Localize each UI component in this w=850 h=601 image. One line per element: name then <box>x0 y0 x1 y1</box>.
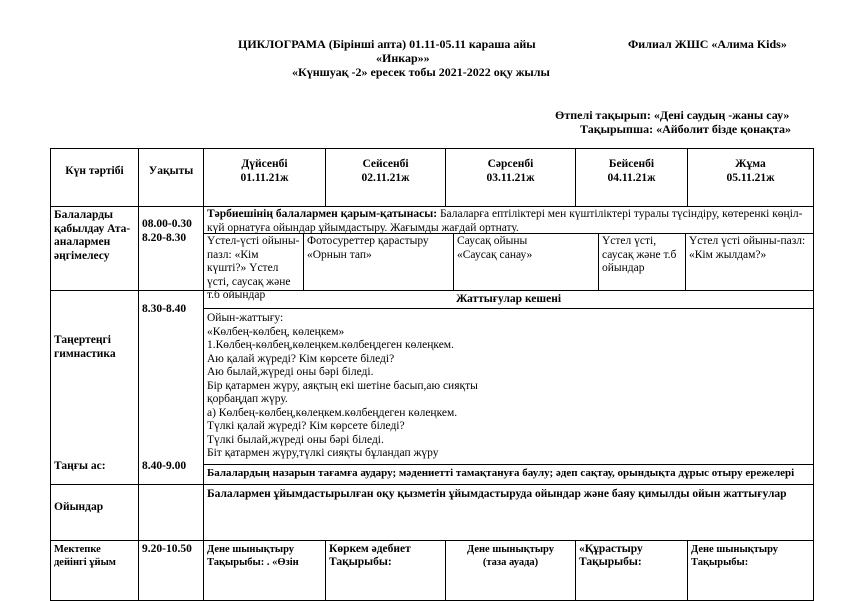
row-label-school-prep <box>50 540 138 601</box>
row-label-text: Таңертеңгі гимнастика <box>54 334 116 360</box>
column-header-routine <box>50 148 138 206</box>
row-label-text: Ойындар <box>54 501 104 513</box>
intro-label: Тәрбиешінің балалармен қарым-қатынасы: <box>207 208 438 220</box>
column-header-friday <box>687 148 814 206</box>
school-prep-text: Дене шынықтыру (таза ауада) <box>466 544 554 568</box>
game-text: Фотосуреттер қарастыру «Орнын тап» <box>307 235 429 261</box>
row-label-text: Балаларды қабылдау Ата-аналармен әңгімелесу <box>54 209 131 262</box>
game-text: Үстел үсті ойыны-пазл: «Кім жылдам?» <box>689 235 806 261</box>
reception-intro <box>203 206 814 233</box>
breakfast-text <box>203 464 814 484</box>
games-text <box>203 484 814 540</box>
row-label-gymnastics <box>50 290 138 484</box>
intro-text: Балаларға ептіліктері мен күштіліктері туралы түсіндіру, көтеренкі көңіл-күй орнатуға ойындар ұйымдастыру. Жағымды жағдай ортнату. <box>207 208 803 234</box>
day-name: Сәрсенбі <box>487 158 534 170</box>
row-time-breakfast: 8.40-9.00 <box>142 460 187 472</box>
school-prep-monday <box>203 540 325 601</box>
exercises-title <box>203 290 814 308</box>
day-date: 04.11.21ж <box>607 171 656 184</box>
gymnastics-text: Ойын-жаттығу: «Көлбең-көлбең, көлеңкем» 1.Көлбең-көлбең,көлеңкем.көлбеңдеген көлеңкем. Аю қалай жүреді? Кім көрсете біледі? Аю былай,жүреді оны бәрі біледі. Бір қатармен жүру, аяқтың екі шетіне басып,аю сияқты қорбаңдап жүру. а) Көлбең-көлбең,көлеңкем.көлбеңдеген көлеңкем. Түлкі қалай жүреді? Кім көрсете біледі? Түлкі былай,жүреді оны бәрі біледі. Біт қатармен жүру,түлкі сияқты бұландап жүру <box>207 312 478 459</box>
school-prep-wednesday <box>445 540 575 601</box>
transitional-topic: Өтпелі тақырып: «Дені саудың -жаны сау» <box>555 108 790 122</box>
row-label-games <box>50 484 138 540</box>
row-time-school-prep <box>138 540 203 601</box>
column-header-tuesday <box>325 148 445 206</box>
subtopic: Тақырыпша: «Айболит бізде қонақта» <box>580 122 791 136</box>
school-prep-tuesday <box>325 540 445 601</box>
branch-name: Филиал ЖШС «Алима Kids» <box>628 37 787 51</box>
day-date: 03.11.21ж <box>486 171 535 184</box>
games-text-content: Балалармен ұйымдастырылған оқу қызметін ұйымдастыруда ойындар және баяу қимылды ойын жаттығулар <box>207 488 787 500</box>
school-prep-text: Көркем әдебиет Тақырыбы: <box>329 543 411 568</box>
column-header-routine-text: Күн тәртібі <box>65 165 124 177</box>
day-name: Сейсенбі <box>362 158 409 170</box>
row-time-reception <box>138 206 203 290</box>
reception-game-monday <box>203 233 303 301</box>
header-group: «Инкар»» <box>376 51 430 65</box>
day-name: Бейсенбі <box>608 158 655 170</box>
cyclogram-table <box>50 148 814 601</box>
row-time-games <box>138 484 203 540</box>
row-label-text: Мектепке дейінгі ұйым <box>54 544 116 568</box>
row-label-breakfast: Таңғы ас: <box>54 460 106 472</box>
row-time-text: 9.20-10.50 <box>142 543 192 555</box>
column-header-time-text: Уақыты <box>148 165 194 177</box>
header-year: «Күншуақ -2» ересек тобы 2021-2022 оқу жылы <box>292 65 550 79</box>
reception-game-friday <box>685 233 814 290</box>
reception-game-wednesday <box>453 233 598 290</box>
school-prep-text: «Құрастыру Тақырыбы: <box>579 543 643 568</box>
school-prep-text: Дене шынықтыру Тақырыбы: <box>691 544 779 568</box>
game-text: Саусақ ойыны «Саусақ санау» <box>457 235 533 261</box>
game-text: Үстел-үсті ойыны-пазл: «Кім күшті?» Үстел үсті, саусақ және т.б ойындар <box>207 235 300 301</box>
row-label-reception <box>50 206 138 290</box>
exercises-title-text: Жаттығулар кешені <box>455 293 562 305</box>
column-header-time <box>138 148 203 206</box>
day-date: 02.11.21ж <box>361 171 410 184</box>
row-time-text: 8.30-8.40 <box>142 303 187 315</box>
column-header-wednesday <box>445 148 575 206</box>
day-date: 01.11.21ж <box>240 171 289 184</box>
school-prep-text: Дене шынықтыру Тақырыбы: . «Өзін <box>207 544 299 568</box>
day-name: Жұма <box>735 158 766 170</box>
header-title: ЦИКЛОГРАМА (Бірінші апта) 01.11-05.11 караша айы <box>238 37 536 51</box>
column-header-monday <box>203 148 325 206</box>
column-header-thursday <box>575 148 687 206</box>
gymnastics-content <box>203 308 814 464</box>
school-prep-thursday <box>575 540 687 601</box>
row-time-gymnastics <box>138 290 203 484</box>
breakfast-text-content: Балалардың назарын тағамға аудару; мәдениетті тамақтануға баулу; әдеп сақтау, орындықта дұрыс отыру ережелері <box>207 467 795 479</box>
day-name: Дүйсенбі <box>241 158 288 170</box>
reception-game-thursday <box>598 233 685 290</box>
game-text: Үстел үсті, саусақ және т.б ойындар <box>602 235 677 274</box>
reception-game-tuesday <box>303 233 453 290</box>
school-prep-friday <box>687 540 814 601</box>
row-time-text: 08.00-0.30 8.20-8.30 <box>142 218 192 244</box>
day-date: 05.11.21ж <box>726 171 775 184</box>
